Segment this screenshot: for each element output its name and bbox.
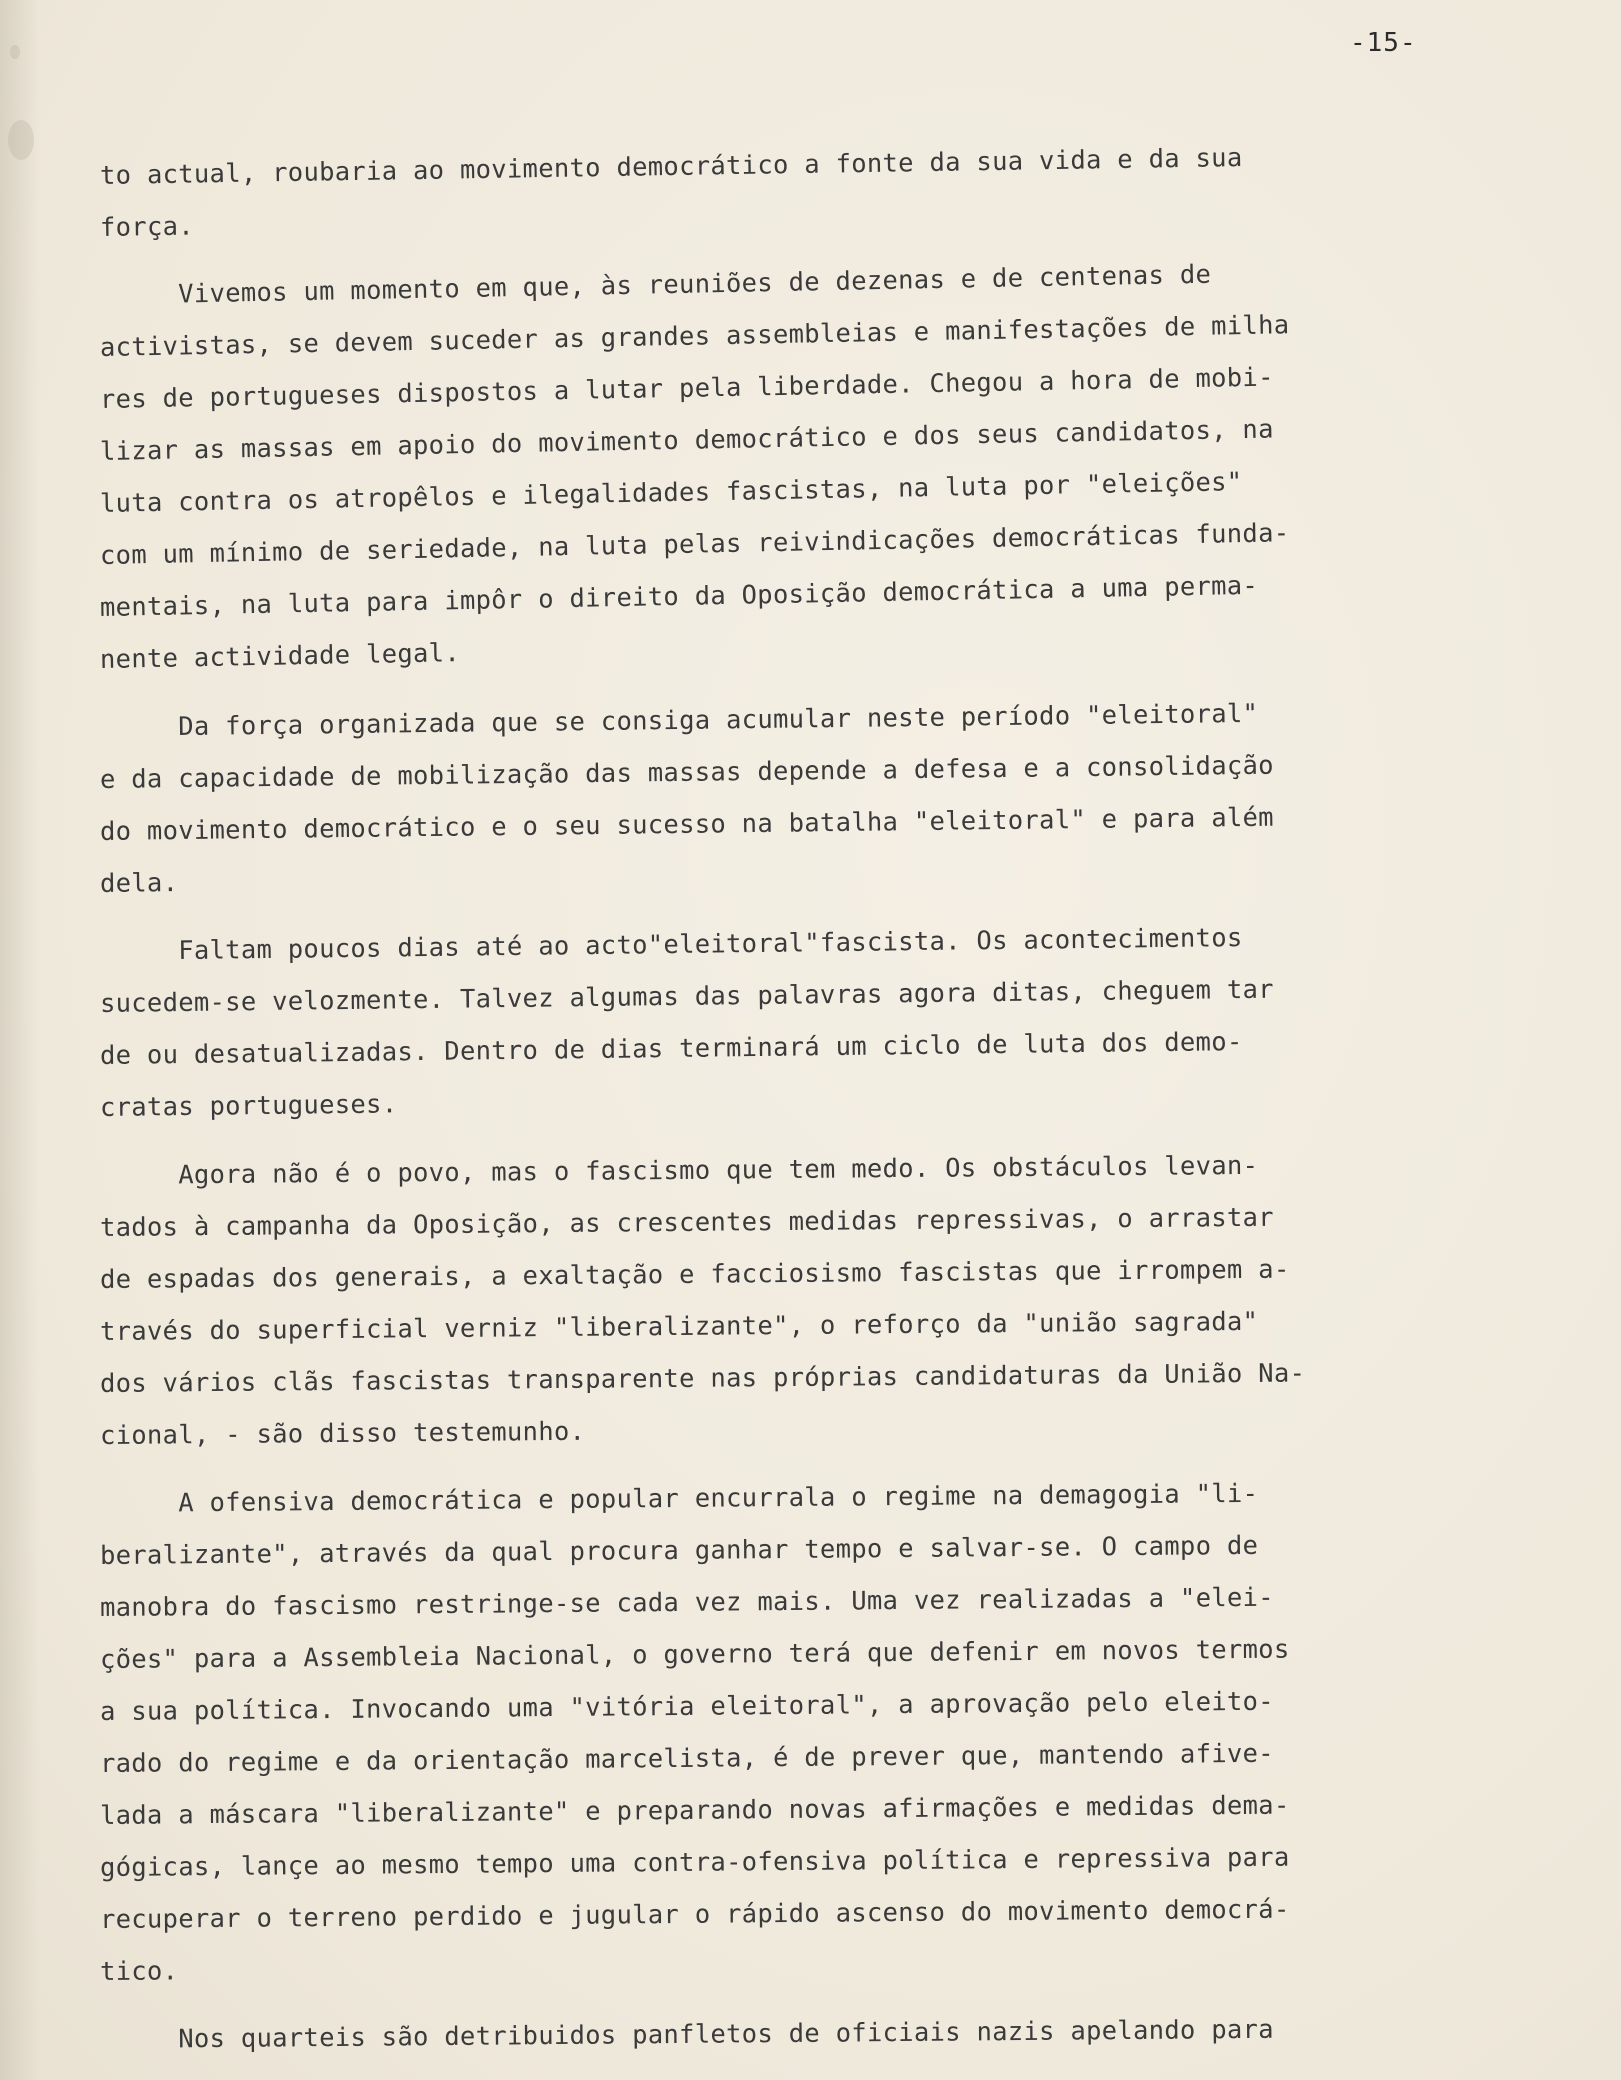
text-line: lizar as massas em apoio do movimento democrático e dos seus candidatos, na <box>99 414 1274 467</box>
text-line: A ofensiva democrática e popular encurrala o regime na demagogia "li- <box>99 1478 1259 1519</box>
text-line: Faltam poucos dias até ao acto"eleitoral"fascista. Os acontecimentos <box>99 923 1243 967</box>
text-line: e da capacidade de mobilização das massas depende a defesa e a consolidação <box>99 750 1275 795</box>
page-number: -15- <box>1350 28 1417 58</box>
text-line: Nos quarteis são detribuidos panfletos de oficiais nazis apelando para <box>99 2014 1275 2055</box>
text-line: de espadas dos generais, a exaltação e facciosismo fascistas que irrompem a- <box>99 1254 1290 1295</box>
text-line: do movimento democrático e o seu sucesso na batalha "eleitoral" e para além <box>99 802 1275 847</box>
text-line: to actual, roubaria ao movimento democrático a fonte da sua vida e da sua <box>99 143 1243 191</box>
text-line: cratas portugueses. <box>99 1089 398 1123</box>
text-line: luta contra os atropêlos e ilegalidades fascistas, na luta por "eleições" <box>99 467 1243 519</box>
text-line: com um mínimo de seriedade, na luta pelas reivindicações democráticas funda- <box>99 518 1290 571</box>
text-line: nente actividade legal. <box>99 638 461 675</box>
text-line: rado do regime e da orientação marcelista, é de prever que, mantendo afive- <box>99 1738 1275 1779</box>
typed-body-text <box>99 143 1550 2066</box>
text-line: manobra do fascismo restringe-se cada vez mais. Uma vez realizadas a "elei- <box>99 1582 1275 1623</box>
paper-smudge <box>8 120 34 160</box>
text-line: tico. <box>99 1956 179 1987</box>
text-line: sucedem-se velozmente. Talvez algumas das palavras agora ditas, cheguem tar <box>99 974 1275 1019</box>
text-line: Vivemos um momento em que, às reuniões de dezenas e de centenas de <box>99 259 1212 311</box>
paper-smudge <box>10 45 20 59</box>
text-line: tados à campanha da Oposição, as crescentes medidas repressivas, o arrastar <box>99 1202 1275 1243</box>
text-line: força. <box>99 211 195 243</box>
text-line: mentais, na luta para impôr o direito da Oposição democrática a uma perma- <box>99 570 1259 623</box>
text-line: recuperar o terreno perdido e jugular o rápido ascenso do movimento democrá- <box>99 1894 1290 1935</box>
text-line: través do superficial verniz "liberalizante", o reforço da "união sagrada" <box>99 1306 1259 1347</box>
text-line: a sua política. Invocando uma "vitória eleitoral", a aprovação pelo eleito- <box>99 1686 1275 1727</box>
text-line: lada a máscara "liberalizante" e preparando novas afirmações e medidas dema- <box>99 1790 1290 1831</box>
text-line: ções" para a Assembleia Nacional, o governo terá que defenir em novos termos <box>99 1634 1290 1675</box>
paper-edge-shadow <box>0 0 40 2080</box>
text-line: gógicas, lançe ao mesmo tempo uma contra-ofensiva política e repressiva para <box>99 1842 1290 1883</box>
text-line: dela. <box>99 868 179 899</box>
text-line: beralizante", através da qual procura ganhar tempo e salvar-se. O campo de <box>99 1530 1259 1571</box>
text-line: cional, - são disso testemunho. <box>99 1416 586 1451</box>
text-line: Agora não é o povo, mas o fascismo que tem medo. Os obstáculos levan- <box>99 1150 1259 1191</box>
text-line: de ou desatualizadas. Dentro de dias terminará um ciclo de luta dos demo- <box>99 1027 1243 1071</box>
text-line: dos vários clãs fascistas transparente nas próprias candidaturas da União Na- <box>99 1358 1306 1399</box>
text-line: Da força organizada que se consiga acumular neste período "eleitoral" <box>99 698 1259 743</box>
text-line: activistas, se devem suceder as grandes assembleias e manifestações de milha <box>99 310 1290 363</box>
text-line: res de portugueses dispostos a lutar pela liberdade. Chegou a hora de mobi- <box>99 362 1274 415</box>
